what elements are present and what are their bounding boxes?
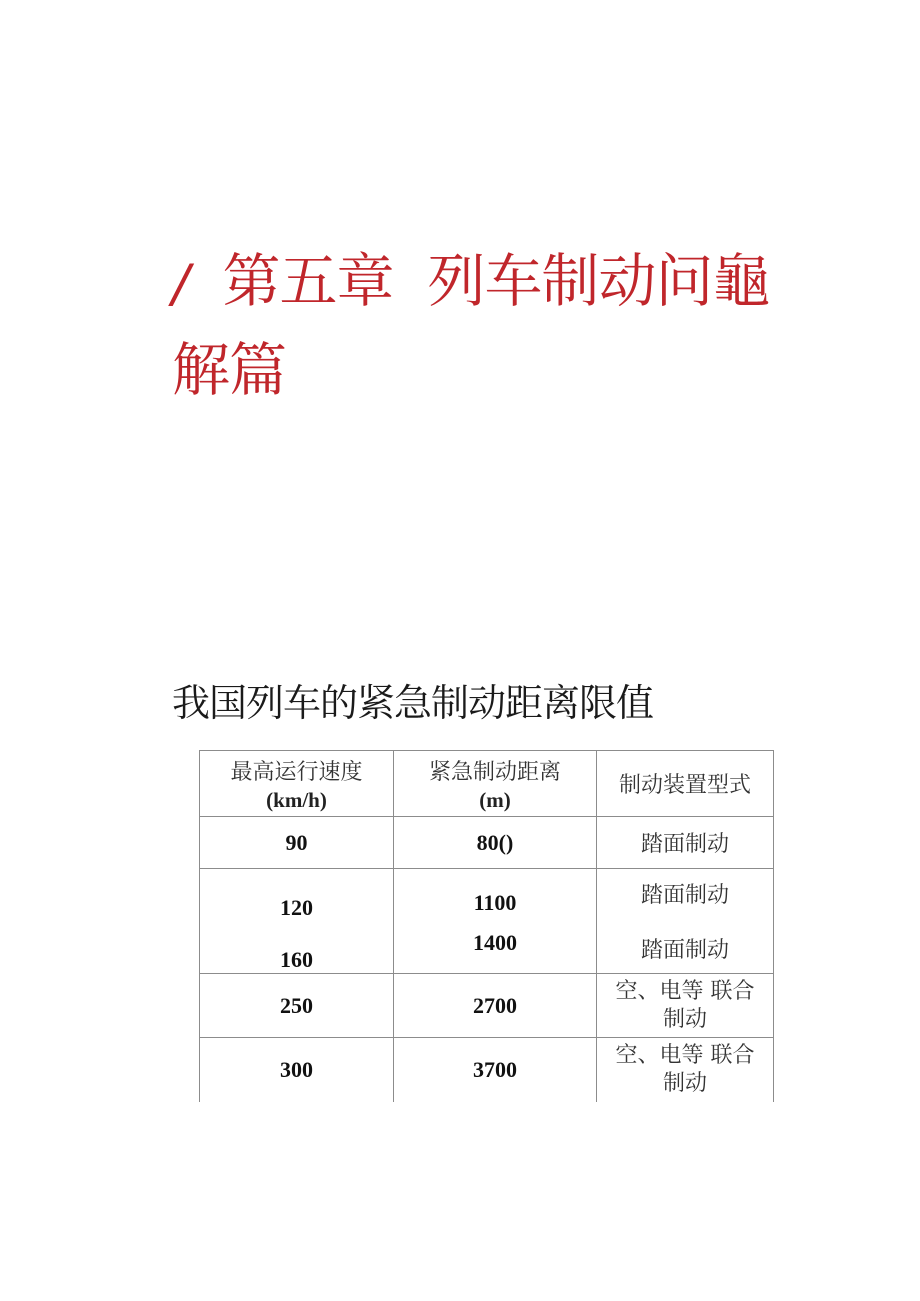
header-distance: 紧急制动距离 (m): [394, 751, 597, 817]
header-speed: 最高运行速度 (km/h): [200, 751, 394, 817]
speed-cell: 90: [200, 817, 394, 869]
chapter-title-line2: 解篇: [172, 336, 287, 404]
distance-cell: 1100 1400: [394, 869, 597, 974]
chapter-title-line1: [172, 238, 872, 327]
distance-cell: 3700: [394, 1038, 597, 1102]
brake-type-cell: 踏面制动: [597, 817, 774, 869]
chapter-number: 第五章: [222, 247, 394, 315]
distance-cell: 2700: [394, 974, 597, 1038]
braking-distance-table: [199, 750, 774, 1102]
brake-type-cell: 空、电等 联合 制动: [597, 974, 774, 1038]
header-brake-type: 制动装置型式: [597, 751, 774, 817]
distance-cell: 80(): [394, 817, 597, 869]
table-row: [200, 974, 774, 1038]
speed-cell: 300: [200, 1038, 394, 1102]
chapter-name: 列车制动问龜: [427, 247, 770, 315]
speed-cell: 250: [200, 974, 394, 1038]
table-row: [200, 869, 774, 974]
speed-cell: 120 160: [200, 869, 394, 974]
brake-type-cell: 空、电等 联合 制动: [597, 1038, 774, 1102]
table-row: [200, 1038, 774, 1102]
chapter-title: [172, 238, 872, 413]
brake-type-cell: 踏面制动 踏面制动: [597, 869, 774, 974]
table-header-row: [200, 751, 774, 817]
table-row: [200, 817, 774, 869]
chapter-mark: /: [172, 254, 189, 314]
section-heading: 我国列车的紧急制动距离限值: [172, 681, 654, 725]
